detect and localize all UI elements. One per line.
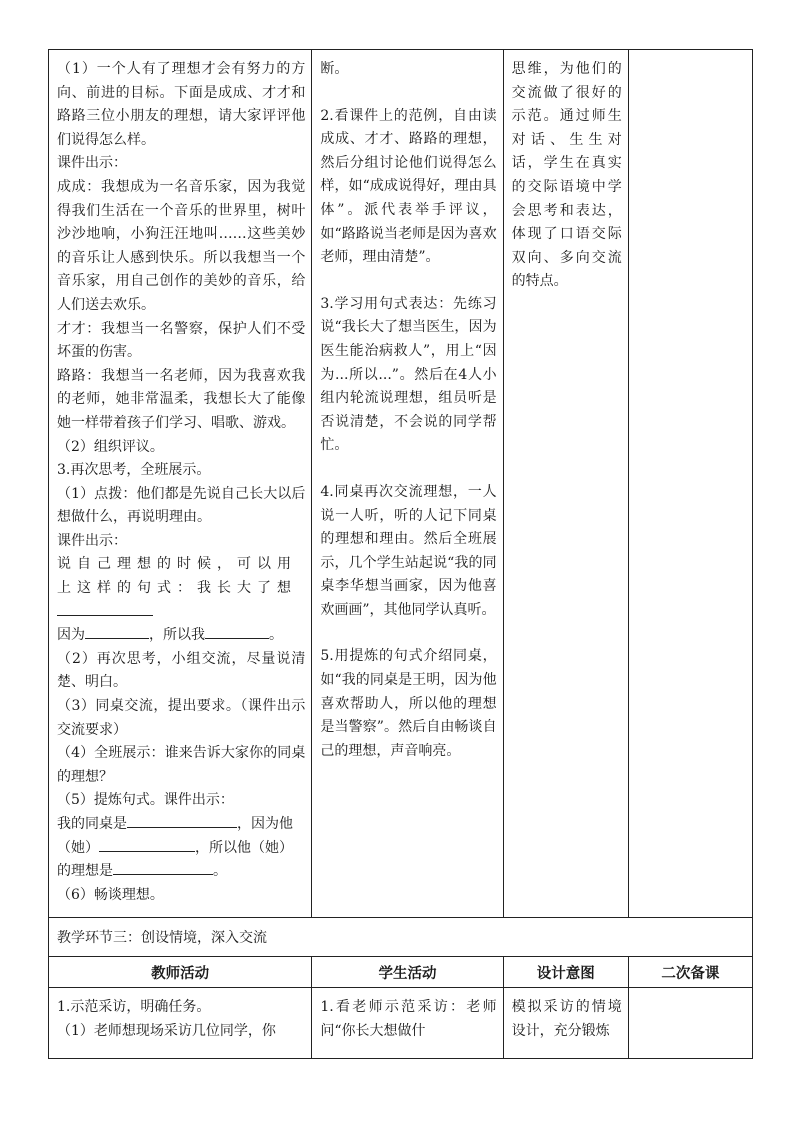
blank-line: [205, 624, 269, 639]
teacher-text: （1）一个人有了理想才会有努力的方向、前进的目标。下面是成成、才才和路路三位小朋友的理想，请大家评评他们说得怎么样。: [57, 61, 306, 148]
header-design-intent: 设计意图: [503, 957, 628, 988]
student-text: 2.看课件上的范例，自由读成成、才才、路路的理想，然后分组讨论他们说得怎么样，如“成成说得好，理由具体”。派代表举手评议，如“路路说当老师是因为喜欢老师，理由清楚”。: [320, 107, 497, 266]
teacher-text: 。: [269, 627, 283, 644]
sentence-pattern: [57, 624, 305, 648]
activity-row: [49, 50, 753, 918]
teacher-text: 我的同桌是: [57, 816, 127, 832]
second-prep-cell: [628, 50, 752, 918]
teacher-text: （1）点拨：他们都是先说自己长大以后想做什么，再说明理由。: [57, 485, 306, 526]
blank-line: [99, 837, 195, 852]
student-text: 3.学习用句式表达：先练习说“我长大了想当医生，因为医生能治病救人”，用上“因为...所以...”。然后在4人小组内轮流说理想，组员听是否说清楚，不会说的同学帮忙。: [320, 295, 497, 454]
teacher-text: 路路：我想当一名老师，因为我喜欢我的老师，她非常温柔，我想长大了能像她一样带着孩子们学习、唱歌、游戏。: [57, 367, 306, 431]
activity-row: [49, 988, 753, 1059]
teacher-text: 才才：我想当一名警察，保护人们不受坏蛋的伤害。: [57, 320, 306, 361]
teacher-text: 说自己理想的时候，可以用上这样的句式：我长大了想: [57, 556, 297, 597]
teacher-text: ，因为他（她）: [57, 816, 293, 856]
design-intent-cell: [503, 988, 628, 1059]
intent-text: 思维，为他们的交流做了很好的示范。通过师生对话、生生对话，学生在真实的交际语境中学会思考和表达，体现了口语交际双向、多向交流的特点。: [511, 61, 622, 290]
blank-line: [113, 860, 213, 875]
second-prep-cell: [628, 988, 752, 1059]
teacher-text: ，所以我: [149, 627, 205, 644]
blank-line: [85, 624, 149, 639]
student-text: 1.看老师示范采访：老师问“你长大想做什: [320, 999, 497, 1039]
section-title: 教学环节三：创设情境，深入交流: [49, 918, 753, 957]
teacher-text: （2）组织评议。: [57, 438, 164, 455]
teacher-text: 。: [213, 863, 227, 880]
design-intent-cell: [503, 50, 628, 918]
teacher-text: 课件出示：: [57, 532, 127, 549]
teacher-text: （6）畅谈理想。: [57, 886, 164, 903]
sentence-pattern: [57, 813, 305, 884]
blank-line: [127, 813, 237, 828]
teacher-text: （3）同桌交流，提出要求。（课件出示交流要求）: [57, 698, 306, 738]
student-activity-cell: [312, 988, 503, 1059]
teacher-text: 3.再次思考，全班展示。: [57, 462, 211, 479]
student-text: 5.用提炼的句式介绍同桌，如“我的同桌是王明，因为他喜欢帮助人，所以他的理想是当警察”。然后自由畅谈自己的理想，声音响亮。: [320, 648, 497, 759]
sentence-pattern: [57, 553, 305, 624]
teacher-text: （4）全班展示：谁来告诉大家你的同桌的理想？: [57, 745, 306, 785]
header-row: [49, 957, 753, 988]
student-text: 断。: [320, 61, 349, 77]
blank-line: [57, 601, 153, 616]
teacher-activity-cell: [49, 988, 312, 1059]
intent-text: 模拟采访的情境设计，充分锻炼: [511, 999, 622, 1039]
teacher-text: （5）提炼句式。课件出示：: [57, 792, 234, 809]
teacher-text: （1）老师想现场采访几位同学，你: [57, 1022, 276, 1039]
teacher-text: （2）再次思考，小组交流，尽量说清楚、明白。: [57, 650, 306, 691]
teacher-text: 1.示范采访，明确任务。: [57, 999, 211, 1016]
teacher-text: 成成：我想成为一名音乐家，因为我觉得我们生活在一个音乐的世界里，树叶沙沙地响，小狗汪汪地叫……这些美妙的音乐让人感到快乐。所以我想当一个音乐家，用自己创作的美妙的音乐，给人们送去欢乐。: [57, 178, 306, 313]
section-row: [49, 918, 753, 957]
teacher-text: 因为: [57, 627, 85, 644]
teacher-text: 课件出示：: [57, 155, 127, 172]
student-text: 4.同桌再次交流理想，一人说一人听，听的人记下同桌的理想和理由。然后全班展示，几个学生站起说“我的同桌李华想当画家，因为他喜欢画画”，其他同学认真听。: [320, 483, 497, 618]
lesson-table: [48, 49, 753, 1059]
header-teacher-activity: 教师活动: [49, 957, 312, 988]
student-activity-cell: [312, 50, 503, 918]
teacher-activity-cell: [49, 50, 312, 918]
header-student-activity: 学生活动: [312, 957, 503, 988]
teacher-text: ，所以他（她）的理想是: [57, 839, 293, 880]
header-second-prep: 二次备课: [628, 957, 752, 988]
